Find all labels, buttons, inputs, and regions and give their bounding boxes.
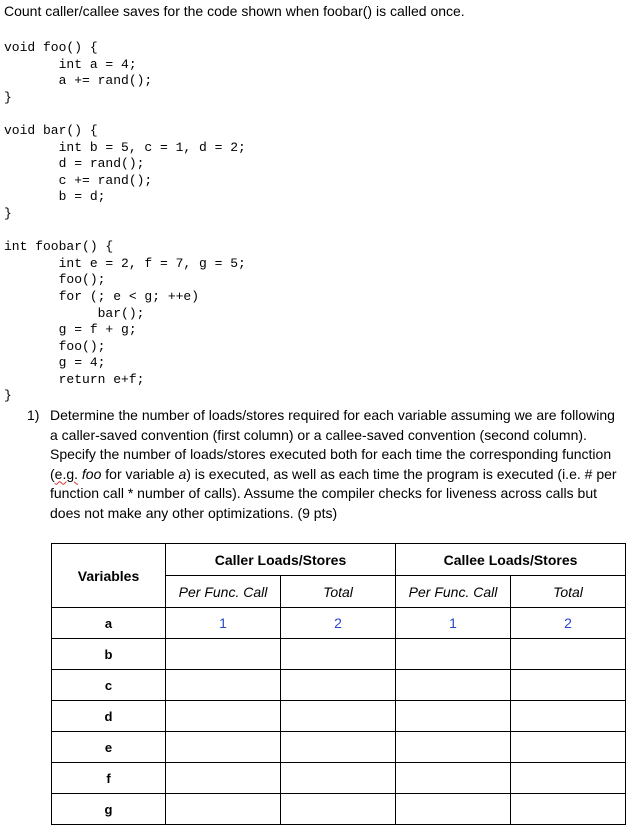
question-number: 1) <box>27 407 40 423</box>
page-heading: Count caller/callee saves for the code shown when foobar() is called once. <box>4 3 465 19</box>
answer-cell[interactable]: 1 <box>396 608 511 639</box>
code-line: g = 4; <box>4 355 106 371</box>
code-line <box>4 223 246 240</box>
answer-cell[interactable] <box>511 701 626 732</box>
code-line: b = d; <box>4 189 106 205</box>
code-line: for (; e < g; ++e) <box>4 288 200 304</box>
spellcheck-underline: e.g. <box>54 465 79 482</box>
table-row <box>52 670 626 701</box>
answer-cell[interactable] <box>511 794 626 825</box>
caller-header: Caller Loads/Stores <box>166 544 396 576</box>
answer-cell[interactable] <box>511 670 626 701</box>
answer-cell[interactable] <box>281 701 396 732</box>
answer-cell[interactable] <box>281 794 396 825</box>
code-line: a += rand(); <box>4 73 153 89</box>
variable-cell: g <box>52 794 166 825</box>
answer-cell[interactable] <box>166 639 281 670</box>
variable-cell: c <box>52 670 166 701</box>
answer-cell[interactable] <box>396 763 511 794</box>
code-line: bar(); <box>4 305 145 321</box>
answer-cell[interactable] <box>166 763 281 794</box>
table-row <box>52 701 626 732</box>
variables-header: Variables <box>52 544 166 608</box>
table-row <box>52 794 626 825</box>
answer-cell[interactable]: 2 <box>511 608 626 639</box>
code-line: int foobar() { <box>4 239 114 255</box>
code-line: int b = 5, c = 1, d = 2; <box>4 139 246 155</box>
answer-cell[interactable] <box>396 701 511 732</box>
code-line: d = rand(); <box>4 156 145 172</box>
code-line: foo(); <box>4 272 106 288</box>
code-line <box>4 106 246 123</box>
variable-cell: e <box>52 732 166 763</box>
answer-cell[interactable] <box>166 670 281 701</box>
answer-cell[interactable] <box>511 763 626 794</box>
code-line: } <box>4 388 12 404</box>
code-line: int a = 4; <box>4 56 137 72</box>
question-text: Determine the number of loads/stores required for each variable assuming we are following a caller-saved convention (first column) or a callee-saved convention (second column). Specify the number of loads/stores executed both for each time the corresponding function (e.g. foo for variable a) is executed, as well as each time the program is executed (i.e. # per function call * number of calls). Assume the compiler checks for liveness across calls but does not make any other optimizations. (9 pts) <box>50 407 617 521</box>
code-line: c += rand(); <box>4 172 153 188</box>
table-row <box>52 732 626 763</box>
variable-cell: b <box>52 639 166 670</box>
caller-per-call-header: Per Func. Call <box>166 576 281 608</box>
callee-total-header: Total <box>511 576 626 608</box>
answer-cell[interactable] <box>511 732 626 763</box>
caller-total-header: Total <box>281 576 396 608</box>
code-block <box>4 40 246 405</box>
variable-cell: d <box>52 701 166 732</box>
table-row <box>52 763 626 794</box>
answer-cell[interactable]: 2 <box>281 608 396 639</box>
answer-cell[interactable] <box>396 670 511 701</box>
question-1 <box>27 406 622 523</box>
code-line: } <box>4 89 12 105</box>
code-line: g = f + g; <box>4 322 137 338</box>
code-line: } <box>4 205 12 221</box>
answer-cell[interactable] <box>166 732 281 763</box>
table-row <box>52 639 626 670</box>
table-header-row <box>52 544 626 576</box>
answer-cell[interactable] <box>166 794 281 825</box>
code-line: void foo() { <box>4 40 98 55</box>
callee-header: Callee Loads/Stores <box>396 544 626 576</box>
variable-cell: a <box>52 608 166 639</box>
code-line: return e+f; <box>4 371 145 387</box>
answer-cell[interactable] <box>281 763 396 794</box>
answer-cell[interactable] <box>281 670 396 701</box>
answer-cell[interactable] <box>396 732 511 763</box>
code-line: foo(); <box>4 338 106 354</box>
answer-cell[interactable] <box>281 639 396 670</box>
load-store-table <box>51 543 626 825</box>
table-row <box>52 608 626 639</box>
answer-cell[interactable] <box>281 732 396 763</box>
answer-cell[interactable] <box>396 794 511 825</box>
callee-per-call-header: Per Func. Call <box>396 576 511 608</box>
answer-cell[interactable] <box>396 639 511 670</box>
code-line: int e = 2, f = 7, g = 5; <box>4 255 246 271</box>
code-line: void bar() { <box>4 122 98 138</box>
answer-cell[interactable] <box>166 701 281 732</box>
answer-cell[interactable]: 1 <box>166 608 281 639</box>
variable-cell: f <box>52 763 166 794</box>
answer-cell[interactable] <box>511 639 626 670</box>
